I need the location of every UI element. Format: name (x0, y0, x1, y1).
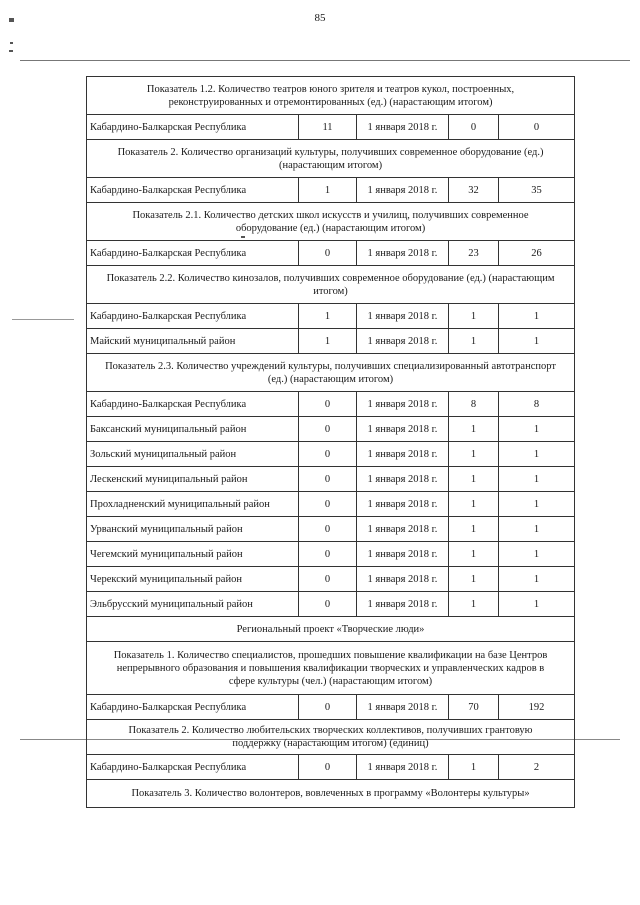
base-value: 1 (299, 304, 357, 329)
region-name: Кабардино-Балкарская Республика (87, 304, 299, 329)
base-value: 0 (299, 417, 357, 442)
base-date: 1 января 2018 г. (357, 695, 449, 720)
indicator-title: Показатель 2. Количество организаций культуры, получивших современное оборудование (ед.) (нарастающим итогом) (87, 140, 575, 178)
scan-mark (9, 18, 14, 22)
base-date: 1 января 2018 г. (357, 517, 449, 542)
target-value-2: 1 (499, 417, 575, 442)
indicator-header-row (87, 354, 575, 392)
indicator-header-row (87, 140, 575, 178)
table-row (87, 517, 575, 542)
target-value-2: 1 (499, 304, 575, 329)
base-date: 1 января 2018 г. (357, 329, 449, 354)
target-value-1: 0 (449, 115, 499, 140)
target-value-1: 1 (449, 567, 499, 592)
target-value-2: 1 (499, 329, 575, 354)
table-row (87, 467, 575, 492)
base-value: 0 (299, 755, 357, 780)
base-value: 0 (299, 695, 357, 720)
base-date: 1 января 2018 г. (357, 392, 449, 417)
base-date: 1 января 2018 г. (357, 755, 449, 780)
target-value-1: 1 (449, 492, 499, 517)
target-value-2: 1 (499, 467, 575, 492)
scan-line (12, 319, 74, 320)
base-value: 0 (299, 542, 357, 567)
target-value-1: 70 (449, 695, 499, 720)
region-name: Кабардино-Балкарская Республика (87, 392, 299, 417)
base-date: 1 января 2018 г. (357, 304, 449, 329)
target-value-1: 32 (449, 178, 499, 203)
region-name: Баксанский муниципальный район (87, 417, 299, 442)
region-name: Черекский муниципальный район (87, 567, 299, 592)
base-value: 0 (299, 492, 357, 517)
target-value-1: 1 (449, 467, 499, 492)
target-value-1: 1 (449, 442, 499, 467)
base-value: 11 (299, 115, 357, 140)
target-value-2: 35 (499, 178, 575, 203)
base-value: 0 (299, 442, 357, 467)
base-date: 1 января 2018 г. (357, 567, 449, 592)
base-value: 0 (299, 517, 357, 542)
table-row (87, 241, 575, 266)
table-row (87, 304, 575, 329)
base-value: 1 (299, 329, 357, 354)
indicator-title: Показатель 3. Количество волонтеров, вовлеченных в программу «Волонтеры культуры» (87, 780, 575, 808)
indicator-title: Региональный проект «Творческие люди» (87, 617, 575, 642)
table-row (87, 542, 575, 567)
table-row (87, 329, 575, 354)
target-value-2: 26 (499, 241, 575, 266)
table-row (87, 392, 575, 417)
target-value-2: 192 (499, 695, 575, 720)
indicator-title: Показатель 1.2. Количество театров юного зрителя и театров кукол, построенных, реконструированных и отремонтированных (ед.) (нарастающим итогом) (87, 77, 575, 115)
table-row (87, 417, 575, 442)
indicator-title: Показатель 1. Количество специалистов, прошедших повышение квалификации на базе Центров непрерывного образования и повышения квалификации творческих и управленческих кадров в сфере культуры (чел.) (нарастающим итогом) (87, 642, 575, 695)
table-row (87, 592, 575, 617)
base-value: 0 (299, 241, 357, 266)
base-value: 0 (299, 592, 357, 617)
table-row (87, 567, 575, 592)
indicator-title: Показатель 2.3. Количество учреждений культуры, получивших специализированный автотранспорт (ед.) (нарастающим итогом) (87, 354, 575, 392)
base-date: 1 января 2018 г. (357, 592, 449, 617)
region-name: Лескенский муниципальный район (87, 467, 299, 492)
indicator-header-row (87, 203, 575, 241)
page-number: 85 (314, 12, 326, 24)
indicator-header-row (87, 780, 575, 808)
region-name: Кабардино-Балкарская Республика (87, 115, 299, 140)
base-date: 1 января 2018 г. (357, 417, 449, 442)
base-value: 0 (299, 467, 357, 492)
region-name: Кабардино-Балкарская Республика (87, 695, 299, 720)
base-value: 1 (299, 178, 357, 203)
base-date: 1 января 2018 г. (357, 467, 449, 492)
table-row (87, 178, 575, 203)
indicator-title: Показатель 2.2. Количество кинозалов, получивших современное оборудование (ед.) (нарастающим итогом) (87, 266, 575, 304)
indicator-header-row (87, 642, 575, 695)
region-name: Кабардино-Балкарская Республика (87, 755, 299, 780)
region-name: Урванский муниципальный район (87, 517, 299, 542)
table-row (87, 695, 575, 720)
table-row (87, 492, 575, 517)
base-date: 1 января 2018 г. (357, 178, 449, 203)
base-date: 1 января 2018 г. (357, 115, 449, 140)
target-value-1: 1 (449, 517, 499, 542)
target-value-2: 1 (499, 492, 575, 517)
base-value: 0 (299, 567, 357, 592)
region-name: Кабардино-Балкарская Республика (87, 241, 299, 266)
target-value-1: 1 (449, 755, 499, 780)
table-row (87, 115, 575, 140)
indicator-header-row (87, 77, 575, 115)
scan-line (20, 60, 630, 61)
base-date: 1 января 2018 г. (357, 542, 449, 567)
region-name: Кабардино-Балкарская Республика (87, 178, 299, 203)
table-row (87, 755, 575, 780)
table-row (87, 442, 575, 467)
target-value-2: 1 (499, 542, 575, 567)
indicator-title: Показатель 2.1. Количество детских школ искусств и училищ, получивших современное оборудование (ед.) (нарастающим итогом) (87, 203, 575, 241)
target-value-2: 1 (499, 592, 575, 617)
base-date: 1 января 2018 г. (357, 442, 449, 467)
target-value-2: 1 (499, 517, 575, 542)
region-name: Эльбрусский муниципальный район (87, 592, 299, 617)
indicator-table (86, 76, 575, 808)
target-value-2: 1 (499, 567, 575, 592)
target-value-1: 1 (449, 417, 499, 442)
target-value-1: 1 (449, 304, 499, 329)
target-value-2: 1 (499, 442, 575, 467)
indicator-title: Показатель 2. Количество любительских творческих коллективов, получивших грантовую поддержку (нарастающим итогом) (единиц) (87, 720, 575, 755)
target-value-2: 0 (499, 115, 575, 140)
base-date: 1 января 2018 г. (357, 492, 449, 517)
base-date: 1 января 2018 г. (357, 241, 449, 266)
base-value: 0 (299, 392, 357, 417)
target-value-1: 23 (449, 241, 499, 266)
target-value-2: 8 (499, 392, 575, 417)
indicator-header-row (87, 720, 575, 755)
scan-mark (9, 50, 13, 52)
scan-mark (10, 42, 13, 44)
indicator-header-row (87, 266, 575, 304)
target-value-1: 1 (449, 592, 499, 617)
region-name: Прохладненский муниципальный район (87, 492, 299, 517)
region-name: Зольский муниципальный район (87, 442, 299, 467)
target-value-1: 8 (449, 392, 499, 417)
region-name: Майский муниципальный район (87, 329, 299, 354)
target-value-1: 1 (449, 542, 499, 567)
region-name: Чегемский муниципальный район (87, 542, 299, 567)
target-value-2: 2 (499, 755, 575, 780)
indicator-header-row (87, 617, 575, 642)
target-value-1: 1 (449, 329, 499, 354)
